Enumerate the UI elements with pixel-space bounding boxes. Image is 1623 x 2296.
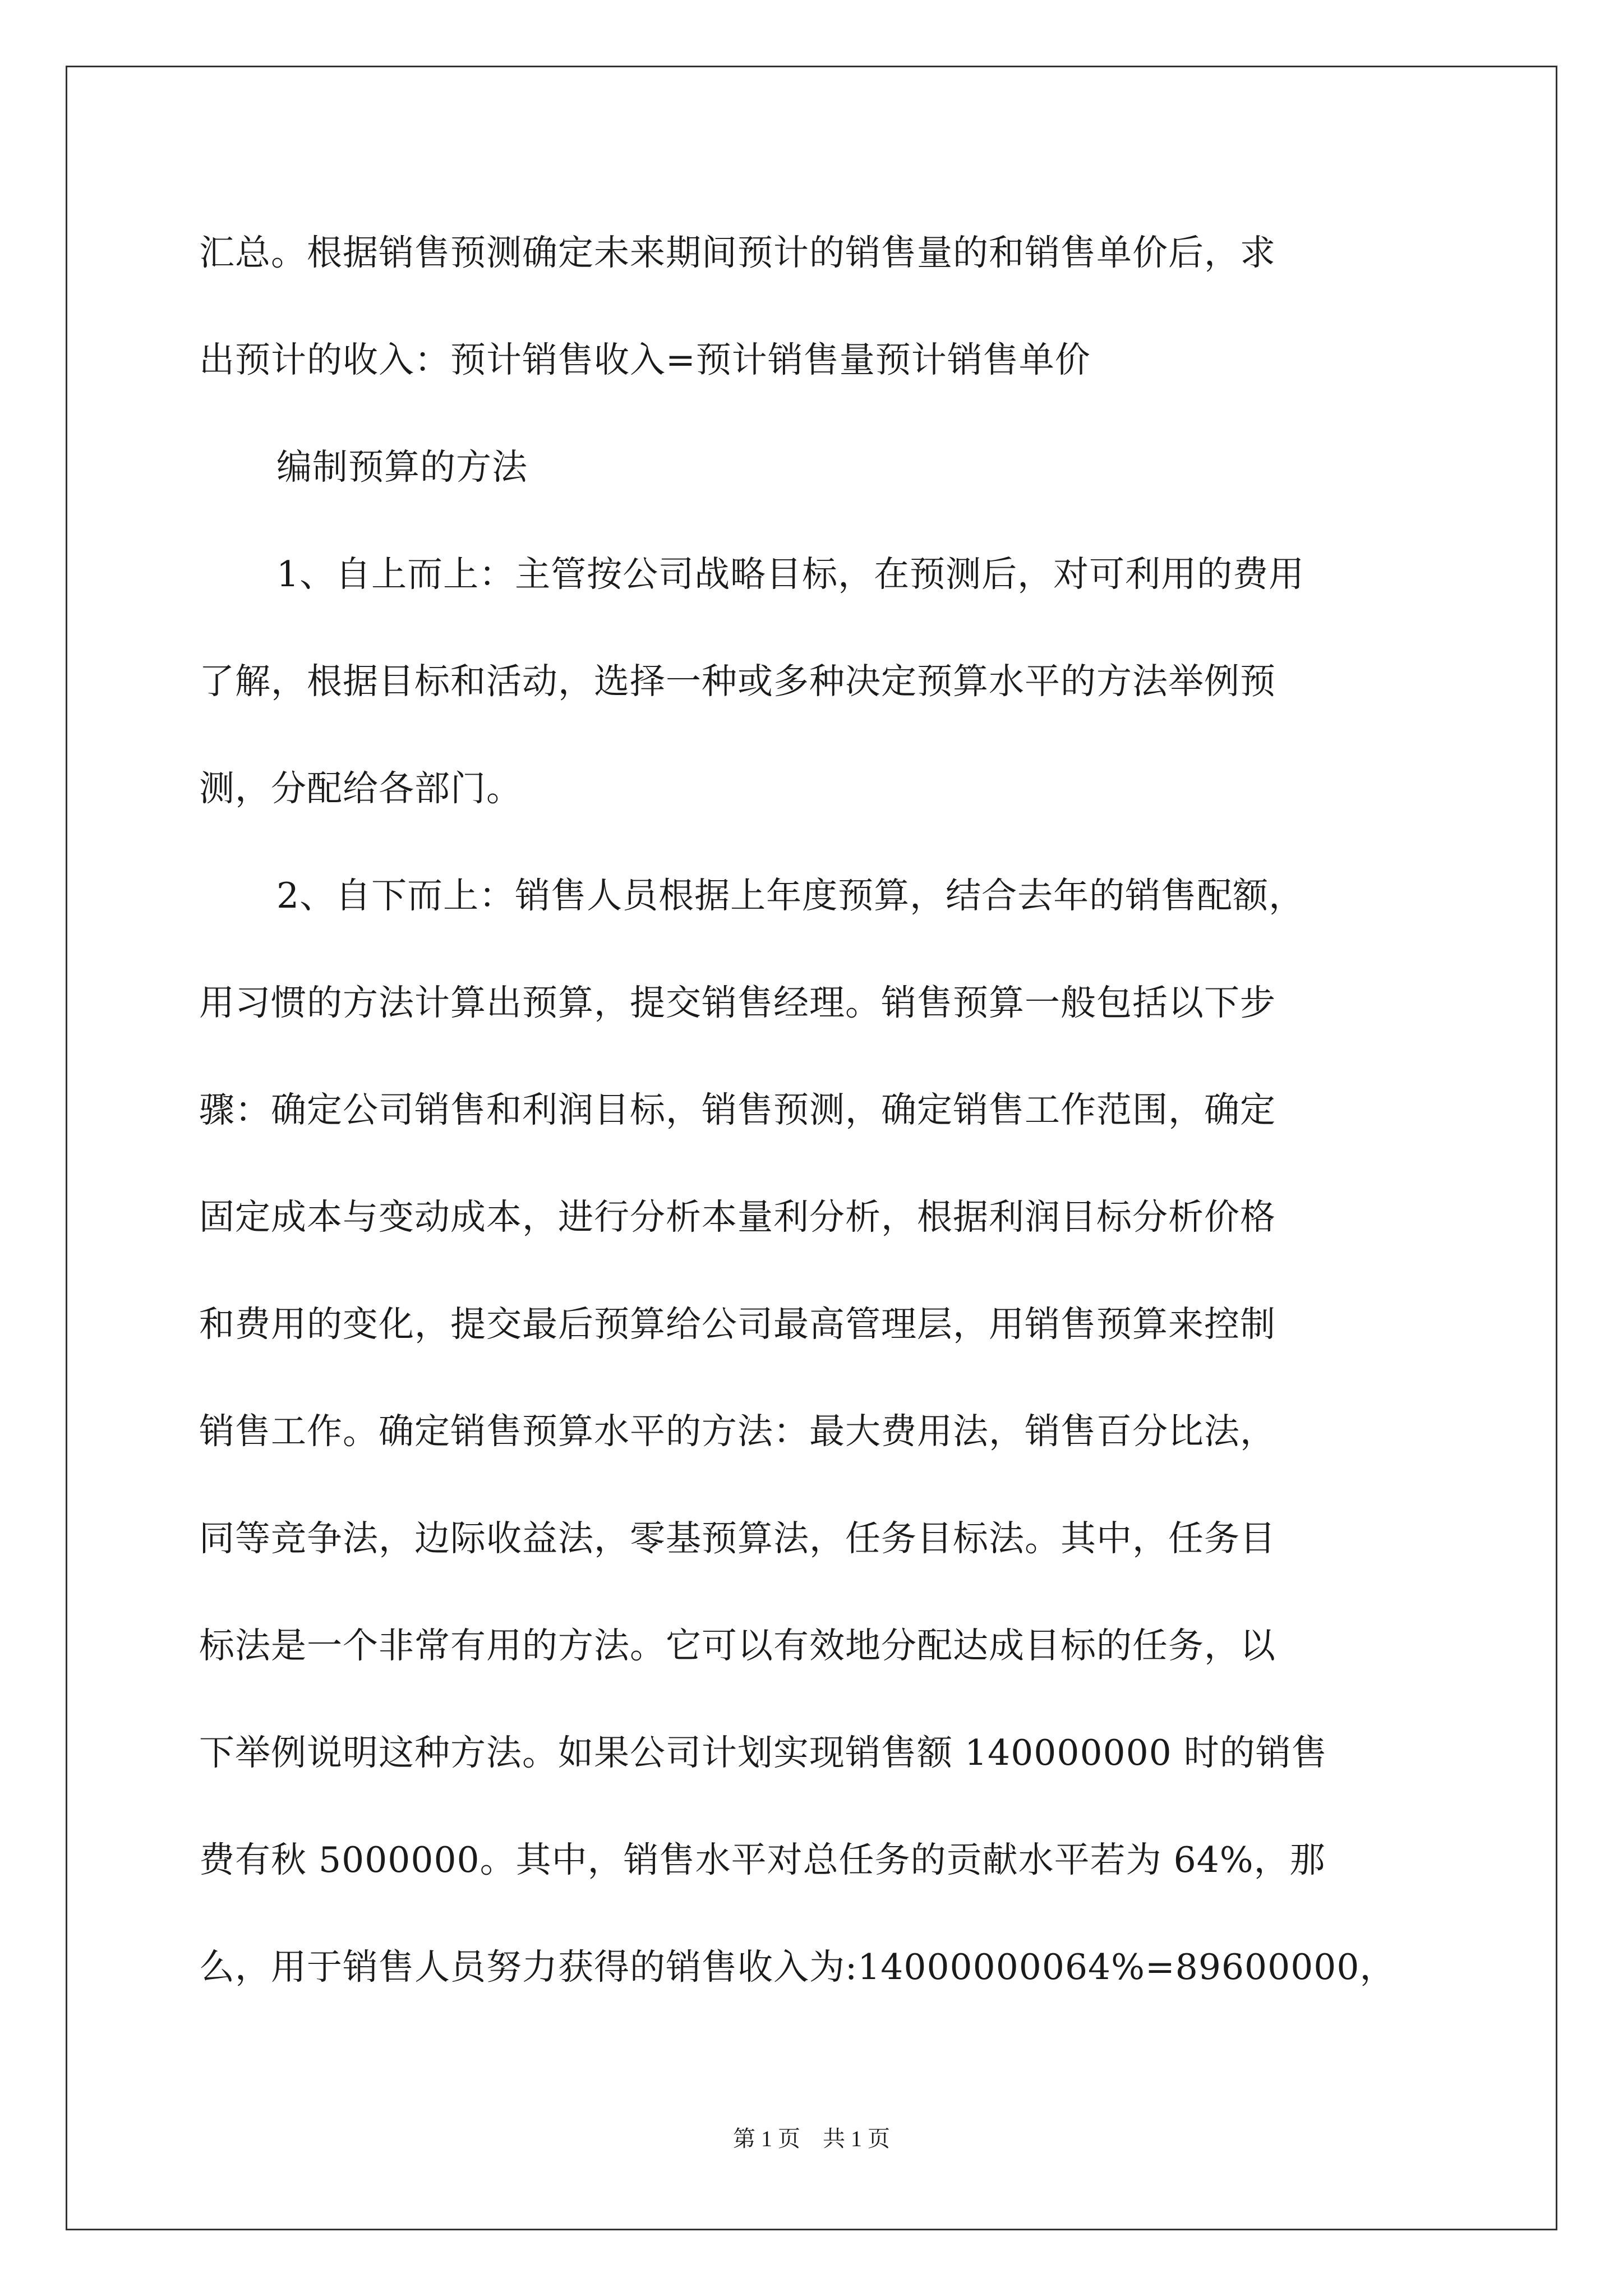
paragraph-line: 汇总。根据销售预测确定未来期间预计的销售量的和销售单价后，求 [199, 232, 1276, 273]
paragraph-line: 同等竞争法，边际收益法，零基预算法，任务目标法。其中，任务目 [199, 1518, 1276, 1559]
paragraph-line: 销售工作。确定销售预算水平的方法：最大费用法，销售百分比法， [199, 1411, 1276, 1452]
paragraph-line: 骤：确定公司销售和利润目标，销售预测，确定销售工作范围，确定 [199, 1089, 1276, 1130]
paragraph-line: 下举例说明这种方法。如果公司计划实现销售额 140000000 时的销售 [199, 1732, 1327, 1773]
paragraph-line: 出预计的收入：预计销售收入=预计销售量预计销售单价 [199, 339, 1091, 380]
paragraph-line: 2、自下而上：销售人员根据上年度预算，结合去年的销售配额， [276, 875, 1305, 916]
paragraph-line: 测，分配给各部门。 [199, 768, 522, 809]
page-footer: 第 1 页 共 1 页 [733, 2126, 890, 2151]
paragraph-line: 固定成本与变动成本，进行分析本量利分析，根据利润目标分析价格 [199, 1197, 1276, 1237]
document-body [199, 199, 1433, 2021]
section-heading: 编制预算的方法 [276, 447, 528, 487]
paragraph-line: 了解，根据目标和活动，选择一种或多种决定预算水平的方法举例预 [199, 661, 1276, 702]
paragraph-line: 用习惯的方法计算出预算，提交销售经理。销售预算一般包括以下步 [199, 982, 1276, 1023]
paragraph-line: 标法是一个非常有用的方法。它可以有效地分配达成目标的任务，以 [199, 1625, 1276, 1666]
paragraph-line: 么，用于销售人员努力获得的销售收入为:14000000064%=89600000， [199, 1947, 1396, 1987]
paragraph-line: 1、自上而上：主管按公司战略目标，在预测后，对可利用的费用 [276, 554, 1305, 595]
paragraph-line: 和费用的变化，提交最后预算给公司最高管理层，用销售预算来控制 [199, 1304, 1276, 1345]
paragraph-line: 费有秋 5000000。其中，销售水平对总任务的贡献水平若为 64%，那 [199, 1839, 1326, 1880]
